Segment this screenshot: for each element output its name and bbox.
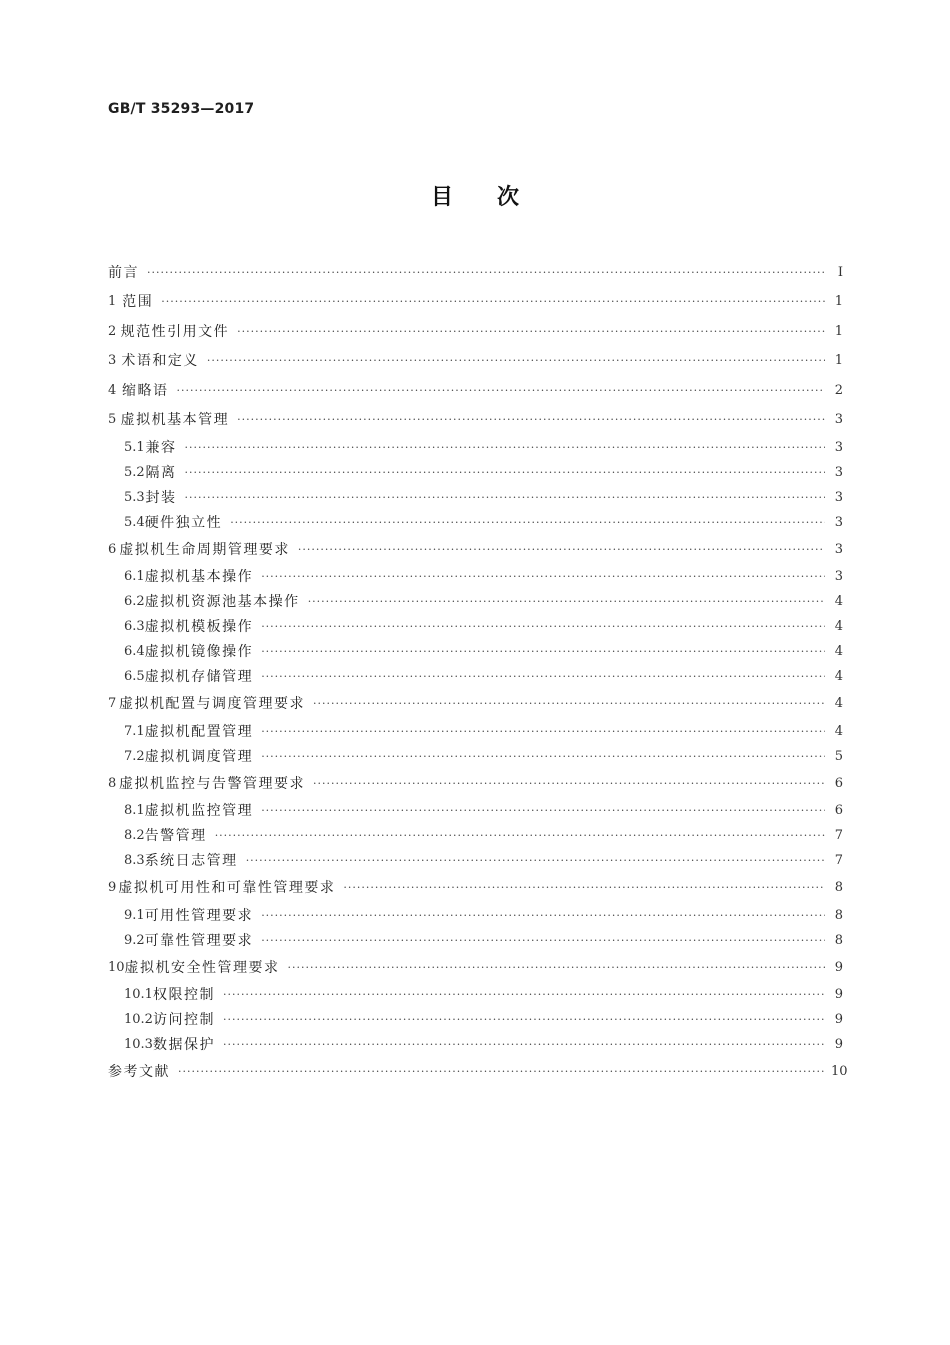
- toc-entry-number: 2: [108, 323, 117, 339]
- toc-entry[interactable]: [108, 485, 843, 510]
- toc-entry-number: 10: [108, 959, 125, 975]
- toc-leader-dots: [288, 961, 825, 975]
- toc-entry-number: 7.2: [124, 748, 145, 764]
- toc-entry[interactable]: [108, 799, 843, 824]
- toc-entry[interactable]: [108, 258, 843, 288]
- toc-entry-label: 硬件独立性: [144, 514, 223, 531]
- toc-entry-number: 6: [108, 541, 117, 557]
- toc-entry-page: 10: [831, 1064, 848, 1080]
- toc-entry-label: 虚拟机生命周期管理要求: [119, 541, 290, 558]
- toc-leader-dots: [230, 516, 825, 530]
- toc-entry-page: 1: [834, 353, 843, 369]
- toc-leader-dots: [237, 413, 825, 427]
- toc-leader-dots: [308, 595, 825, 609]
- toc-leader-dots: [298, 543, 825, 557]
- toc-entry-page: 3: [834, 412, 843, 428]
- toc-leader-dots: [147, 266, 825, 280]
- toc-entry[interactable]: [108, 824, 843, 849]
- toc-entry[interactable]: [108, 317, 843, 347]
- toc-leader-dots: [261, 570, 825, 584]
- toc-entry[interactable]: [108, 406, 843, 436]
- toc-entry-label: 可靠性管理要求: [144, 932, 254, 949]
- toc-entry-label: 虚拟机配置与调度管理要求: [119, 696, 306, 713]
- toc-entry-number: 7: [108, 696, 117, 712]
- table-of-contents: [108, 258, 848, 1087]
- toc-entry-number: 6.5: [124, 669, 145, 684]
- toc-entry[interactable]: [108, 288, 843, 318]
- toc-leader-dots: [223, 988, 825, 1002]
- toc-entry-label: 虚拟机安全性管理要求: [124, 959, 280, 976]
- toc-leader-dots: [261, 645, 825, 659]
- toc-entry[interactable]: [108, 640, 843, 665]
- toc-entry[interactable]: [108, 510, 843, 535]
- toc-entry-page: 4: [834, 669, 843, 684]
- toc-entry-number: 5.1: [124, 439, 145, 455]
- toc-entry-page: 3: [834, 569, 843, 584]
- toc-entry-label: 虚拟机可用性和可靠性管理要求: [118, 880, 336, 897]
- toc-entry[interactable]: [108, 460, 843, 485]
- toc-leader-dots: [237, 325, 825, 339]
- toc-entry-page: 4: [834, 696, 843, 712]
- toc-leader-dots: [261, 934, 825, 948]
- toc-entry-label: 参考文献: [108, 1064, 170, 1081]
- toc-entry-page: Ⅰ: [837, 264, 843, 280]
- toc-entry-number: 8: [108, 775, 117, 791]
- toc-entry-page: 9: [834, 959, 843, 975]
- toc-entry[interactable]: [108, 953, 843, 983]
- toc-entry[interactable]: [108, 376, 843, 406]
- toc-leader-dots: [261, 750, 825, 764]
- toc-leader-dots: [185, 466, 825, 480]
- toc-entry-label: 虚拟机监控管理: [144, 803, 254, 819]
- toc-entry-label: 范围: [122, 294, 154, 311]
- toc-entry[interactable]: [108, 849, 843, 874]
- toc-leader-dots: [313, 697, 825, 711]
- toc-entry-number: 10.2: [124, 1012, 153, 1027]
- toc-entry[interactable]: [108, 1008, 843, 1033]
- toc-entry[interactable]: [108, 615, 843, 640]
- toc-entry-label: 可用性管理要求: [144, 907, 254, 924]
- toc-entry-label: 术语和定义: [121, 353, 199, 370]
- toc-entry[interactable]: [108, 874, 843, 904]
- toc-leader-dots: [261, 909, 825, 923]
- toc-entry-page: 5: [834, 748, 843, 764]
- toc-entry-page: 7: [834, 828, 843, 843]
- toc-entry[interactable]: [108, 565, 843, 590]
- page-title: 目次: [430, 185, 563, 210]
- toc-entry-label: 系统日志管理: [144, 853, 238, 869]
- toc-entry[interactable]: [108, 690, 843, 720]
- toc-entry-label: 访问控制: [152, 1012, 215, 1028]
- toc-leader-dots: [176, 384, 825, 398]
- toc-entry-page: 1: [834, 294, 843, 310]
- toc-leader-dots: [261, 725, 825, 739]
- toc-leader-dots: [261, 620, 825, 634]
- toc-leader-dots: [313, 777, 825, 791]
- toc-entry-label: 虚拟机配置管理: [144, 723, 254, 740]
- toc-entry-label: 虚拟机调度管理: [144, 748, 254, 765]
- toc-entry[interactable]: [108, 903, 843, 928]
- toc-entry-page: 9: [834, 987, 843, 1002]
- toc-entry-number: 8.2: [124, 828, 145, 843]
- toc-entry-number: 5.4: [124, 514, 145, 530]
- toc-entry-label: 规范性引用文件: [120, 323, 230, 340]
- toc-entry-number: 8.3: [124, 853, 145, 868]
- toc-entry-page: 3: [834, 514, 843, 530]
- toc-entry-page: 4: [834, 644, 843, 659]
- toc-entry-page: 3: [834, 541, 843, 557]
- toc-entry-page: 3: [834, 464, 843, 480]
- toc-entry-number: 3: [108, 353, 117, 369]
- toc-entry-page: 4: [834, 723, 843, 739]
- toc-entry-label: 前言: [108, 264, 139, 281]
- toc-entry-number: 1: [108, 294, 117, 310]
- toc-entry-number: 8.1: [124, 803, 145, 818]
- toc-leader-dots: [185, 441, 825, 455]
- toc-entry[interactable]: [108, 665, 843, 690]
- toc-entry-number: 5.3: [124, 489, 145, 505]
- toc-entry-number: 9.2: [124, 932, 145, 948]
- toc-leader-dots: [261, 670, 825, 684]
- toc-entry-page: 4: [834, 594, 843, 609]
- toc-entry-page: 8: [834, 932, 843, 948]
- toc-entry-label: 虚拟机存储管理: [144, 669, 254, 685]
- toc-entry-page: 1: [834, 323, 843, 339]
- toc-entry-label: 虚拟机资源池基本操作: [144, 594, 300, 610]
- toc-entry-label: 虚拟机镜像操作: [144, 644, 254, 660]
- toc-leader-dots: [185, 491, 825, 505]
- toc-entry[interactable]: [108, 769, 843, 799]
- toc-entry-page: 9: [834, 1012, 843, 1027]
- toc-entry-number: 6.1: [124, 569, 145, 584]
- toc-entry[interactable]: [108, 928, 843, 953]
- toc-entry-label: 兼容: [145, 439, 177, 456]
- toc-entry-page: 8: [834, 907, 843, 923]
- toc-entry[interactable]: [108, 590, 843, 615]
- toc-leader-dots: [161, 295, 825, 309]
- toc-entry-page: 9: [834, 1037, 843, 1052]
- toc-entry[interactable]: [108, 744, 843, 769]
- toc-entry-number: 4: [108, 382, 117, 398]
- toc-leader-dots: [215, 829, 825, 843]
- toc-entry-label: 权限控制: [152, 987, 215, 1003]
- toc-entry-page: 2: [834, 382, 843, 398]
- toc-entry-label: 虚拟机基本操作: [144, 569, 254, 585]
- toc-entry-number: 6.2: [124, 594, 145, 609]
- toc-entry-page: 8: [834, 880, 843, 896]
- toc-entry-label: 虚拟机模板操作: [144, 619, 254, 635]
- toc-entry[interactable]: [108, 435, 843, 460]
- toc-leader-dots: [223, 1038, 825, 1052]
- toc-leader-dots: [261, 804, 825, 818]
- toc-entry-page: 4: [834, 619, 843, 634]
- toc-leader-dots: [246, 854, 825, 868]
- toc-entry[interactable]: [108, 535, 843, 565]
- toc-entry-page: 6: [834, 803, 843, 818]
- toc-entry-number: 6.3: [124, 619, 145, 634]
- toc-entry-page: 3: [834, 439, 843, 455]
- toc-entry-page: 6: [834, 775, 843, 791]
- toc-entry-number: 7.1: [124, 723, 145, 739]
- toc-entry-label: 虚拟机基本管理: [120, 412, 230, 429]
- toc-entry-label: 告警管理: [144, 828, 207, 844]
- toc-entry-page: 7: [834, 853, 843, 868]
- toc-leader-dots: [343, 881, 825, 895]
- toc-entry[interactable]: [108, 719, 843, 744]
- toc-leader-dots: [178, 1065, 825, 1079]
- toc-entry[interactable]: [108, 1058, 848, 1088]
- toc-entry-label: 隔离: [145, 464, 177, 481]
- standard-code: GB/T 35293—2017: [108, 101, 255, 117]
- toc-entry[interactable]: [108, 1033, 843, 1058]
- toc-entry-number: 9: [108, 880, 117, 896]
- toc-entry-label: 数据保护: [152, 1037, 215, 1053]
- toc-entry-label: 虚拟机监控与告警管理要求: [119, 775, 306, 792]
- toc-leader-dots: [207, 354, 825, 368]
- toc-entry-label: 缩略语: [121, 382, 169, 399]
- toc-entry-number: 5: [108, 412, 117, 428]
- toc-entry-number: 9.1: [124, 907, 145, 923]
- toc-entry-number: 5.2: [124, 464, 145, 480]
- toc-entry-label: 封装: [145, 489, 177, 506]
- toc-entry[interactable]: [108, 347, 843, 377]
- toc-entry-number: 10.3: [124, 1037, 153, 1052]
- toc-leader-dots: [223, 1013, 825, 1027]
- toc-entry-page: 3: [834, 489, 843, 505]
- toc-entry[interactable]: [108, 983, 843, 1008]
- toc-entry-number: 6.4: [124, 644, 145, 659]
- toc-entry-number: 10.1: [124, 987, 153, 1002]
